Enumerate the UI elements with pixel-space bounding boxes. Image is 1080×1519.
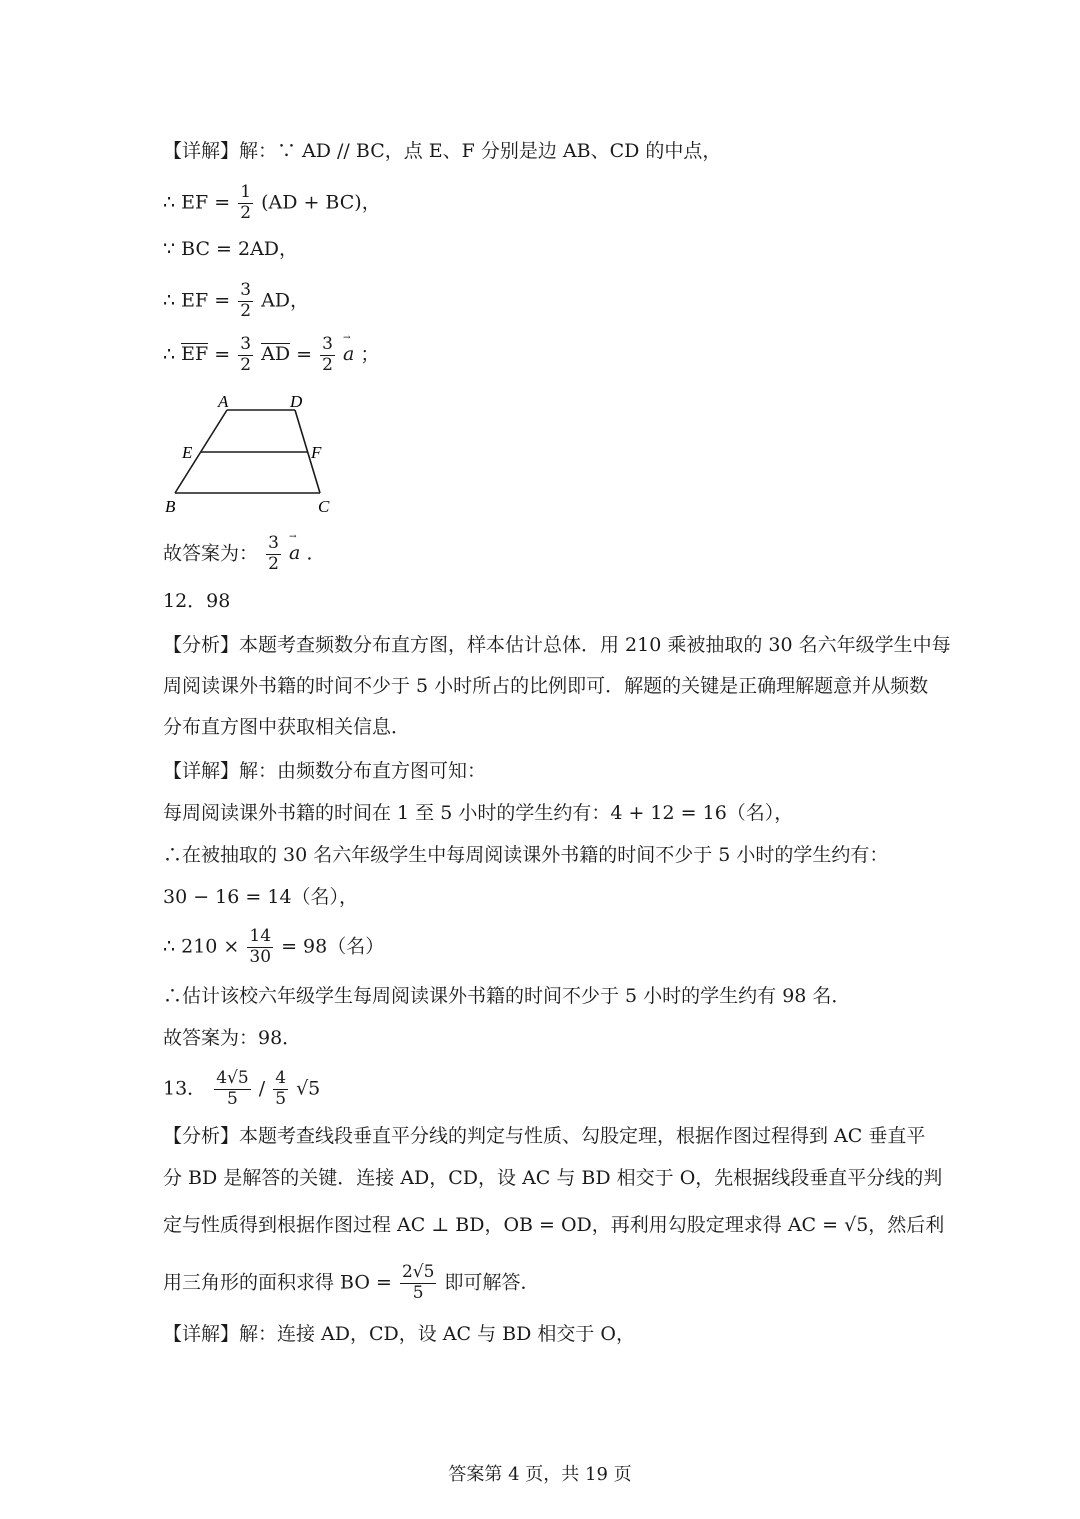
answer-11 xyxy=(163,535,312,574)
equals-sign: = xyxy=(296,343,313,366)
equals-sign: = xyxy=(214,343,231,366)
vector-equation xyxy=(163,336,379,375)
question-number: 13． xyxy=(163,1077,207,1100)
semicolon: ； xyxy=(360,343,380,366)
eq-suffix: AD， xyxy=(261,289,310,312)
line-prefix: 用三角形的面积求得 BO = xyxy=(163,1271,392,1294)
question-13-answer xyxy=(163,1070,320,1109)
fraction-denominator: 5 xyxy=(412,1282,424,1303)
therefore-symbol: ∴ xyxy=(163,343,176,366)
fraction-denominator: 5 xyxy=(227,1088,238,1109)
detail-12-conclusion: ∴估计该校六年级学生每周阅读课外书籍的时间不少于 5 小时的学生约有 98 名． xyxy=(163,985,851,1007)
analysis-12-line-1: 【分析】本题考查频数分布直方图，样本估计总体．用 210 乘被抽取的 30 名六年级学生中每 xyxy=(163,634,951,656)
vector-ad: AD xyxy=(261,343,291,366)
fraction-4-root5-over-5 xyxy=(214,1070,250,1109)
analysis-13-line-2: 分 BD 是解答的关键．连接 AD，CD，设 AC 与 BD 相交于 O，先根据线段垂直平分线的判 xyxy=(163,1167,943,1189)
fraction-numerator: 3 xyxy=(240,334,252,354)
fraction-numerator: 3 xyxy=(322,334,333,354)
fraction-4-over-5 xyxy=(273,1070,288,1109)
question-12-answer: 12．98 xyxy=(163,590,231,612)
analysis-13-line-4 xyxy=(163,1264,539,1303)
analysis-13-line-3: 定与性质得到根据作图过程 AC ⊥ BD，OB = OD，再利用勾股定理求得 AC = √5，然后利 xyxy=(163,1214,945,1236)
fraction-numerator: 2√5 xyxy=(401,1262,435,1282)
fraction-three-halves xyxy=(238,336,253,375)
analysis-12-line-2: 周阅读课外书籍的时间不少于 5 小时所占的比例即可．解题的关键是正确理解题意并从频数 xyxy=(163,675,929,697)
analysis-13-line-1: 【分析】本题考查线段垂直平分线的判定与性质、勾股定理，根据作图过程得到 AC 垂直平 xyxy=(163,1125,926,1147)
fraction-numerator: 3 xyxy=(268,533,279,553)
detail-12-line-4: 30 − 16 = 14（名）， xyxy=(163,886,359,908)
fraction-2-root5-over-5 xyxy=(400,1264,436,1303)
detail-12-line-2: 每周阅读课外书籍的时间在 1 至 5 小时的学生约有：4 + 12 = 16（名）， xyxy=(163,802,794,824)
vertex-label-c: C xyxy=(318,497,330,516)
fraction-numerator: 4√5 xyxy=(216,1068,249,1088)
vertex-label-f: F xyxy=(311,443,322,462)
fraction-denominator: 2 xyxy=(322,354,333,375)
fraction-numerator: 14 xyxy=(249,926,272,946)
detail-12-line-3: ∴在被抽取的 30 名六年级学生中每周阅读课外书籍的时间不少于 5 小时的学生约有： xyxy=(163,844,889,866)
fraction-three-halves xyxy=(238,282,253,321)
line-suffix: 即可解答． xyxy=(444,1271,540,1294)
fraction-denominator: 2 xyxy=(240,354,252,375)
eq-suffix: (AD + BC)， xyxy=(261,191,381,214)
fraction-one-half xyxy=(238,184,253,223)
vertex-label-a: A xyxy=(218,392,229,411)
fraction-three-halves xyxy=(320,336,335,375)
equation-ef-three-halves-ad xyxy=(163,282,309,321)
vector-a: → a xyxy=(289,544,300,563)
detail-line-1: 【详解】解：∵ AD // BC，点 E、F 分别是边 AB、CD 的中点， xyxy=(163,140,722,162)
fraction-numerator: 4 xyxy=(275,1068,287,1088)
detail-13-line-1: 【详解】解：连接 AD，CD，设 AC 与 BD 相交于 O， xyxy=(163,1323,635,1345)
fraction-three-halves xyxy=(266,535,281,574)
vector-ef: EF xyxy=(181,343,209,366)
detail-12-calculation xyxy=(163,928,384,967)
vertex-label-d: D xyxy=(290,392,303,411)
calc-suffix: = 98（名） xyxy=(281,935,385,958)
period: . xyxy=(306,542,313,565)
fraction-numerator: 1 xyxy=(240,182,252,202)
fraction-14-30 xyxy=(247,928,273,967)
calc-prefix: ∴ 210 × xyxy=(163,935,240,958)
answer-12: 故答案为：98． xyxy=(163,1027,302,1049)
answer-prefix: 故答案为： xyxy=(163,542,259,565)
equation-bc-2ad: ∵ BC = 2AD， xyxy=(163,238,299,260)
fraction-denominator: 2 xyxy=(268,553,279,574)
fraction-denominator: 2 xyxy=(240,202,252,223)
page-footer: 答案第 4 页，共 19 页 xyxy=(448,1464,632,1485)
vertex-label-e: E xyxy=(182,443,193,462)
separator-slash: / xyxy=(258,1077,266,1100)
eq-prefix: ∴ EF = xyxy=(163,191,231,214)
fraction-denominator: 30 xyxy=(249,946,272,967)
vector-a: → a xyxy=(343,345,354,364)
fraction-denominator: 5 xyxy=(275,1088,287,1109)
eq-prefix: ∴ EF = xyxy=(163,289,231,312)
fraction-denominator: 2 xyxy=(240,300,252,321)
fraction-numerator: 3 xyxy=(240,280,252,300)
vertex-label-b: B xyxy=(165,497,176,516)
root-five: √5 xyxy=(296,1077,321,1100)
equation-ef-half-sum xyxy=(163,184,381,223)
analysis-12-line-3: 分布直方图中获取相关信息． xyxy=(163,716,411,738)
trapezoid-diagram xyxy=(158,386,338,521)
detail-12-line-1: 【详解】解：由频数分布直方图可知： xyxy=(163,760,487,782)
